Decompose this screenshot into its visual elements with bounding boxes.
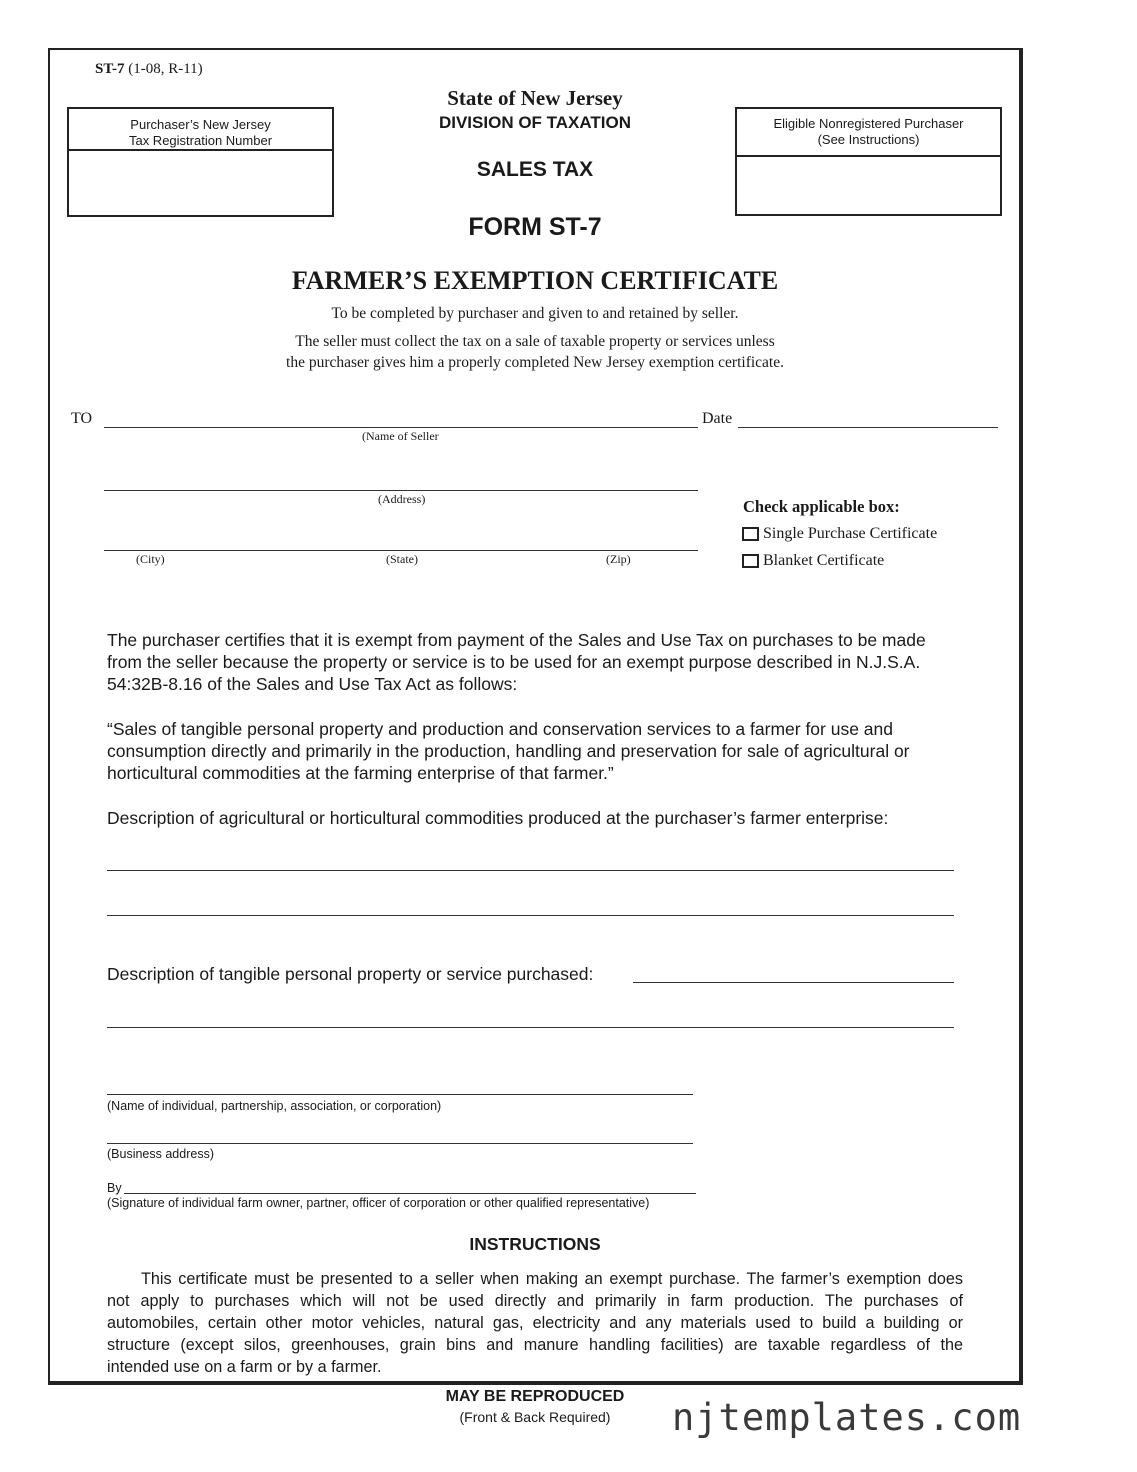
form-code-label: ST-7 — [95, 61, 125, 77]
to-label: TO — [71, 410, 93, 427]
instructions-line4: structure (except silos, greenhouses, grain bins and manure handling facilities) are taxable regardless of the — [107, 1336, 963, 1354]
instructions-text — [107, 1268, 963, 1356]
seller-note-line2: the purchaser gives him a properly completed New Jersey exemption certificate. — [286, 354, 784, 371]
single-purchase-checkbox[interactable] — [742, 527, 759, 541]
state-caption: (State) — [386, 552, 418, 566]
property-label: Description of tangible personal property or service purchased: — [107, 964, 594, 984]
instructions-line5: intended use on a farm or by a farmer. — [107, 1358, 382, 1376]
city-caption: (City) — [136, 552, 165, 566]
statute-quote — [107, 718, 987, 784]
certificate-title: FARMER’S EXEMPTION CERTIFICATE — [291, 266, 779, 295]
tax-registration-box — [67, 107, 334, 217]
form-border — [48, 48, 1023, 1385]
purchaser-name-field[interactable] — [107, 1094, 693, 1095]
quote-line1: “Sales of tangible personal property and production and conservation services to a farmer for use and — [107, 719, 894, 739]
certification-line2: from the seller because the property or service is to be used for an exempt purpose described in N.J.S.A. — [107, 652, 921, 672]
certification-paragraph — [107, 629, 987, 695]
date-field[interactable] — [738, 427, 998, 428]
tax-registration-label-line1: Purchaser’s New Jersey — [130, 117, 271, 132]
signature-caption: (Signature of individual farm owner, partner, officer of corporation or other qualified representative) — [107, 1196, 650, 1210]
property-field-line1[interactable] — [633, 982, 954, 983]
check-heading: Check applicable box: — [743, 497, 900, 516]
form-code — [95, 61, 203, 78]
front-back-note: (Front & Back Required) — [459, 1409, 611, 1425]
business-address-field[interactable] — [107, 1143, 693, 1144]
nonregistered-purchaser-field[interactable] — [737, 157, 1000, 213]
instructions-line1: This certificate must be presented to a seller when making an exempt purchase. The farmer’s exemption does — [141, 1270, 963, 1288]
nonregistered-purchaser-label — [737, 109, 1000, 157]
nonregistered-purchaser-box — [735, 107, 1002, 216]
quote-line2: consumption directly and primarily in the production, handling and preservation for sale of agricultural or — [107, 741, 910, 761]
by-label: By — [107, 1181, 122, 1195]
reproduce-note: MAY BE REPRODUCED — [445, 1388, 625, 1405]
seller-name-field[interactable] — [104, 427, 698, 428]
blanket-checkbox[interactable] — [742, 554, 759, 568]
seller-note-line1: The seller must collect the tax on a sale of taxable property or services unless — [295, 333, 775, 350]
certificate-subtitle: To be completed by purchaser and given to and retained by seller. — [331, 305, 739, 322]
blanket-label: Blanket Certificate — [763, 552, 885, 569]
nonregistered-label-line2: (See Instructions) — [817, 132, 920, 147]
state-name: State of New Jersey — [447, 86, 623, 110]
seller-address-field[interactable] — [104, 490, 698, 491]
single-purchase-label: Single Purchase Certificate — [763, 525, 938, 542]
business-address-caption: (Business address) — [107, 1147, 214, 1161]
instructions-line3: automobiles, certain other motor vehicles, natural gas, electricity and any materials used to build a building or — [107, 1314, 963, 1332]
quote-line3: horticultural commodities at the farming enterprise of that farmer.” — [107, 763, 614, 783]
form-name: FORM ST-7 — [468, 213, 602, 241]
commodities-field-line1[interactable] — [107, 870, 954, 871]
date-label: Date — [702, 410, 733, 427]
tax-registration-field[interactable] — [69, 151, 332, 213]
address-caption: (Address) — [378, 492, 426, 506]
nonregistered-label-line1: Eligible Nonregistered Purchaser — [773, 116, 964, 131]
instructions-heading: INSTRUCTIONS — [469, 1234, 601, 1254]
purchaser-name-caption: (Name of individual, partnership, association, or corporation) — [107, 1099, 442, 1113]
certification-line1: The purchaser certifies that it is exempt from payment of the Sales and Use Tax on purchases to be made — [107, 630, 926, 650]
property-field-line2[interactable] — [107, 1027, 954, 1028]
certification-line3: 54:32B-8.16 of the Sales and Use Tax Act as follows: — [107, 674, 518, 694]
zip-caption: (Zip) — [606, 552, 631, 566]
seller-name-caption: (Name of Seller — [362, 429, 439, 443]
division-name: DIVISION OF TAXATION — [438, 113, 632, 132]
commodities-label: Description of agricultural or horticultural commodities produced at the purchaser’s farmer enterprise: — [107, 808, 889, 828]
form-revision: (1-08, R-11) — [128, 61, 203, 77]
signature-field[interactable] — [124, 1193, 696, 1194]
tax-type: SALES TAX — [476, 158, 594, 181]
seller-city-state-zip-field[interactable] — [104, 550, 698, 551]
watermark: njtemplates.com — [672, 1396, 1022, 1439]
tax-registration-label-line2: Tax Registration Number — [128, 133, 273, 148]
tax-registration-label — [69, 109, 332, 151]
instructions-line2: not apply to purchases which will not be used directly and primarily in farm production. The purchases of — [107, 1292, 963, 1310]
commodities-field-line2[interactable] — [107, 915, 954, 916]
